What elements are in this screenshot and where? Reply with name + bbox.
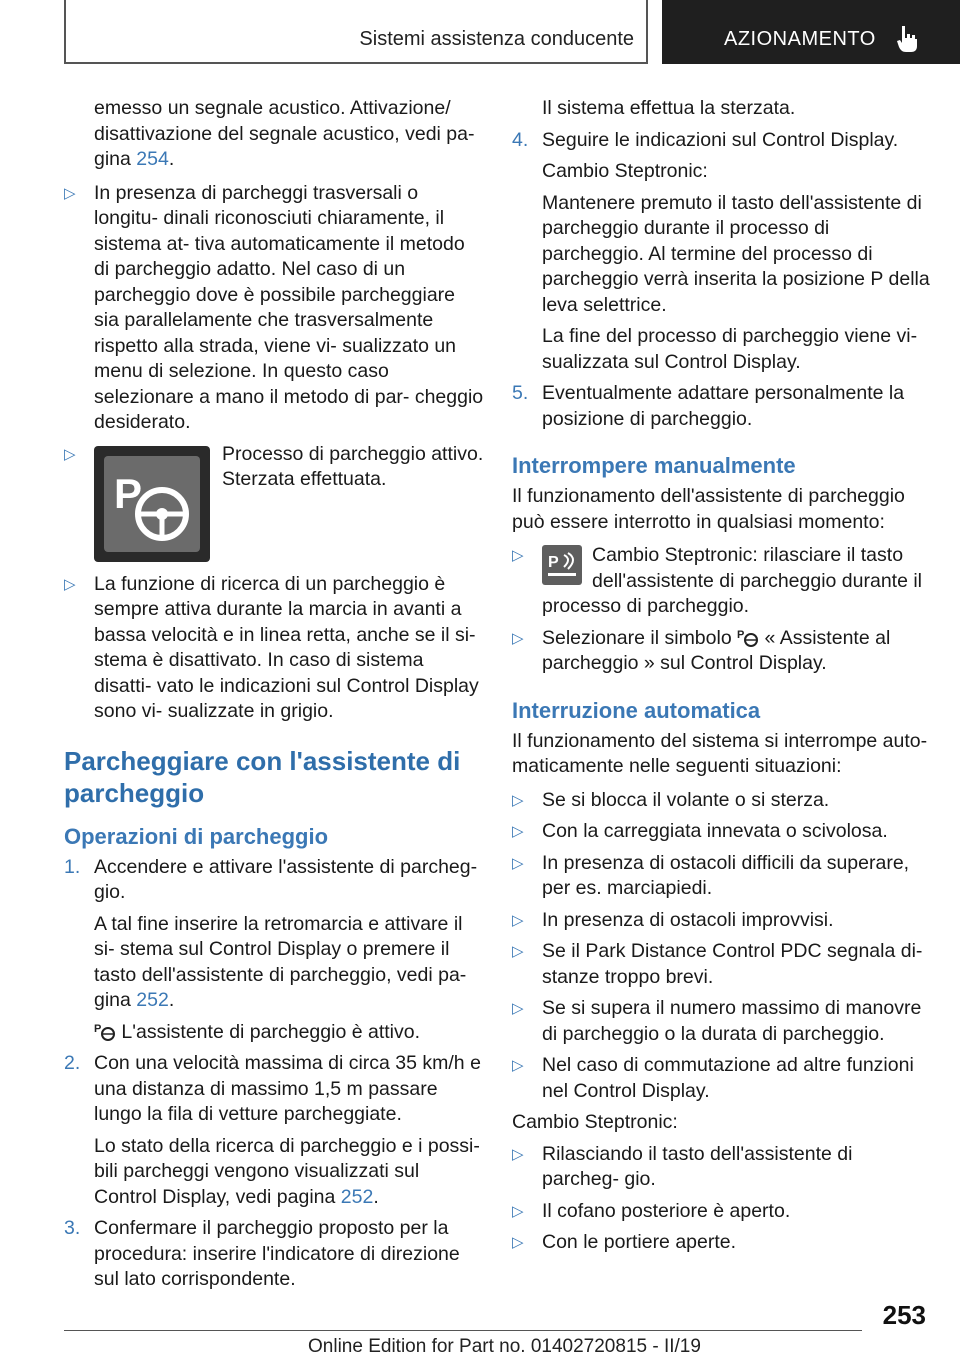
footer-divider [64,1330,862,1331]
bullet-triangle-icon: ▷ [512,911,524,929]
step-detail: Mantenere premuto il tasto dell'assistente di parcheggio durante il processo di parcheggio. Al termine del processo di parcheggio verrà inserita la posizione P della leva selettrice. [542,191,930,316]
subsection-heading: Interrompere manualmente [512,453,796,478]
footer-edition: Online Edition for Part no. 01402720815 - II/19 [308,1336,701,1357]
bullet-triangle-icon: ▷ [512,943,524,960]
hand-pointer-icon [894,24,920,54]
list-item: ▷ Se il Park Distance Control PDC segnala di‐ stanze troppo brevi. [512,940,923,988]
header-chapter-title: AZIONAMENTO [724,28,876,50]
step-detail: Il sistema effettua la sterzata. [542,97,796,119]
page-number: 253 [882,1300,926,1330]
bullet-triangle-icon: ▷ [512,1145,524,1163]
step-detail: Cambio Steptronic: [542,160,708,182]
step-number: 4. [512,128,529,151]
page-link[interactable]: 252 [340,1185,374,1208]
bullet-triangle-icon: ▷ [512,791,524,809]
header-chapter-box [662,0,960,64]
bullet-triangle-icon: ▷ [512,854,524,872]
section-heading: Parcheggiare con l'assistente di parcheggio [64,745,461,808]
step-item: 3. Confermare il parcheggio proposto per la procedura: inserire l'indicatore di direzione sul lato corrispondente. [64,1217,460,1290]
bullet-triangle-icon: ▷ [512,1057,524,1074]
list-item: ▷ Nel caso di commutazione ad altre funzioni nel Control Display. [512,1054,914,1102]
bullet-triangle-icon: ▷ [512,1234,524,1251]
paragraph-continued: emesso un segnale acustico. Attivazione/ disattivazione del segnale acustico, vedi pa‐ gina 254. [94,97,475,170]
list-item: ▷ Selezionare il simbolo P « Assistente al parcheggio » sul Control Display. [512,626,891,674]
step-number: 3. [64,1217,81,1239]
list-item: ▷ Rilasciando il tasto dell'assistente di parcheg‐ gio. [512,1142,853,1190]
page-link[interactable]: 254 [136,148,169,170]
parking-assistant-icon[interactable] [737,627,759,647]
step-detail: A tal fine inserire la retromarcia e attivare il si‐ stema sul Control Display o premere il tasto dell'assistente di parcheggio, vedi pa‐ gina 252. [94,912,467,1011]
list-item-with-image: ▷ P Cambio Steptronic: rilasciare il tasto dell'assistente di parcheggio durante il processo di parcheggio. [512,544,923,617]
list-item: ▷ Se si blocca il volante o si sterza. [512,788,932,814]
step-detail: La fine del processo di parcheggio viene vi‐ sualizzata sul Control Display. [542,325,918,373]
svg-text:P: P [737,628,745,641]
right-column [512,96,932,1262]
list-item: ▷ Se si supera il numero massimo di manovre di parcheggio o la durata di parcheggio. [512,997,922,1045]
step-item: 5. Eventualmente adattare personalmente la posizione di parcheggio. [512,382,905,430]
bullet-triangle-icon: ▷ [64,184,76,202]
paragraph: Il funzionamento del sistema si interrompe auto‐ maticamente nelle seguenti situazioni: [512,729,928,777]
header-section-title: Sistemi assistenza conducente [359,28,634,50]
list-item: ▷ In presenza di ostacoli difficili da superare, per es. marciapiedi. [512,851,910,899]
list-item: ▷ In presenza di ostacoli improvvisi. [512,908,932,934]
step-item: 1. Accendere e attivare l'assistente di parcheg‐ gio. [64,855,478,903]
list-item-with-image: ▷ P Processo di parcheggio attivo. Sterzata effettuata. [64,442,484,566]
list-item: ▷ Il cofano posteriore è aperto. [512,1199,932,1225]
parking-assistant-icon [94,1021,116,1041]
subsection-heading: Operazioni di parcheggio [64,823,329,849]
step-item: 4. Seguire le indicazioni sul Control Display. [512,128,932,154]
svg-text:P: P [114,469,143,517]
paragraph: Il funzionamento dell'assistente di parcheggio può essere interrotto in qualsiasi momento: [512,485,905,533]
step-item: 2. Con una velocità massima di circa 35 km/h e una distanza di massimo 1,5 m passare lungo la fila di vetture parcheggiate. [64,1052,481,1125]
list-item: ▷ Con la carreggiata innevata o scivolosa. [512,819,932,845]
bullet-triangle-icon: ▷ [64,575,76,593]
page-link[interactable]: 252 [136,989,169,1011]
step-number: 5. [512,382,529,404]
subsection-heading: Interruzione automatica [512,697,761,723]
parking-steering-display-image [94,446,210,562]
bullet-triangle-icon: ▷ [512,1000,524,1017]
bullet-triangle-icon: ▷ [64,445,76,463]
step-number: 1. [64,855,81,878]
step-number: 2. [64,1052,81,1074]
svg-text:P: P [94,1022,102,1035]
auto-interrupt-list [512,788,932,1105]
list-item: ▷ In presenza di parcheggi trasversali o longitu‐ dinali riconosciuti chiaramente, il sistema at‐ tiva automaticamente il metodo di parcheggio adatto. Nel caso di un parcheggio dove è possibile parcheggiare sia parallelamente che trasversalmente rispetto alla strada, viene vi‐ sualizzato un menu di selezione. In questo caso selezionare a mano il metodo di par‐ cheggio desiderato. [64,181,484,433]
bullet-triangle-icon: ▷ [512,823,524,840]
header-section-box [64,0,648,64]
list-item: ▷ La funzione di ricerca di un parcheggio è sempre attiva durante la marcia in avanti a bassa velocità e in linea retta, anche se il si‐ stema è disattivato. In caso di sistema disatti‐ vato le indicazioni sul Control Display sono vi‐ sualizzate in grigio. [64,572,479,722]
step-detail: P L'assistente di parcheggio è attivo. [94,1020,420,1043]
bullet-triangle-icon: ▷ [512,1202,524,1220]
parking-steering-icon [104,456,200,552]
svg-text:P: P [548,554,559,571]
bullet-triangle-icon: ▷ [512,547,524,564]
paragraph: Cambio Steptronic: [512,1111,678,1133]
step-detail: Lo stato della ricerca di parcheggio e i possi‐ bili parcheggi vengono visualizzati sul Control Display, vedi pagina 252. [94,1134,480,1208]
list-item: ▷ Con le portiere aperte. [512,1230,932,1256]
steptronic-list [512,1142,932,1256]
left-column [64,96,484,1299]
bullet-triangle-icon: ▷ [512,629,524,647]
parking-button-image [542,545,582,585]
